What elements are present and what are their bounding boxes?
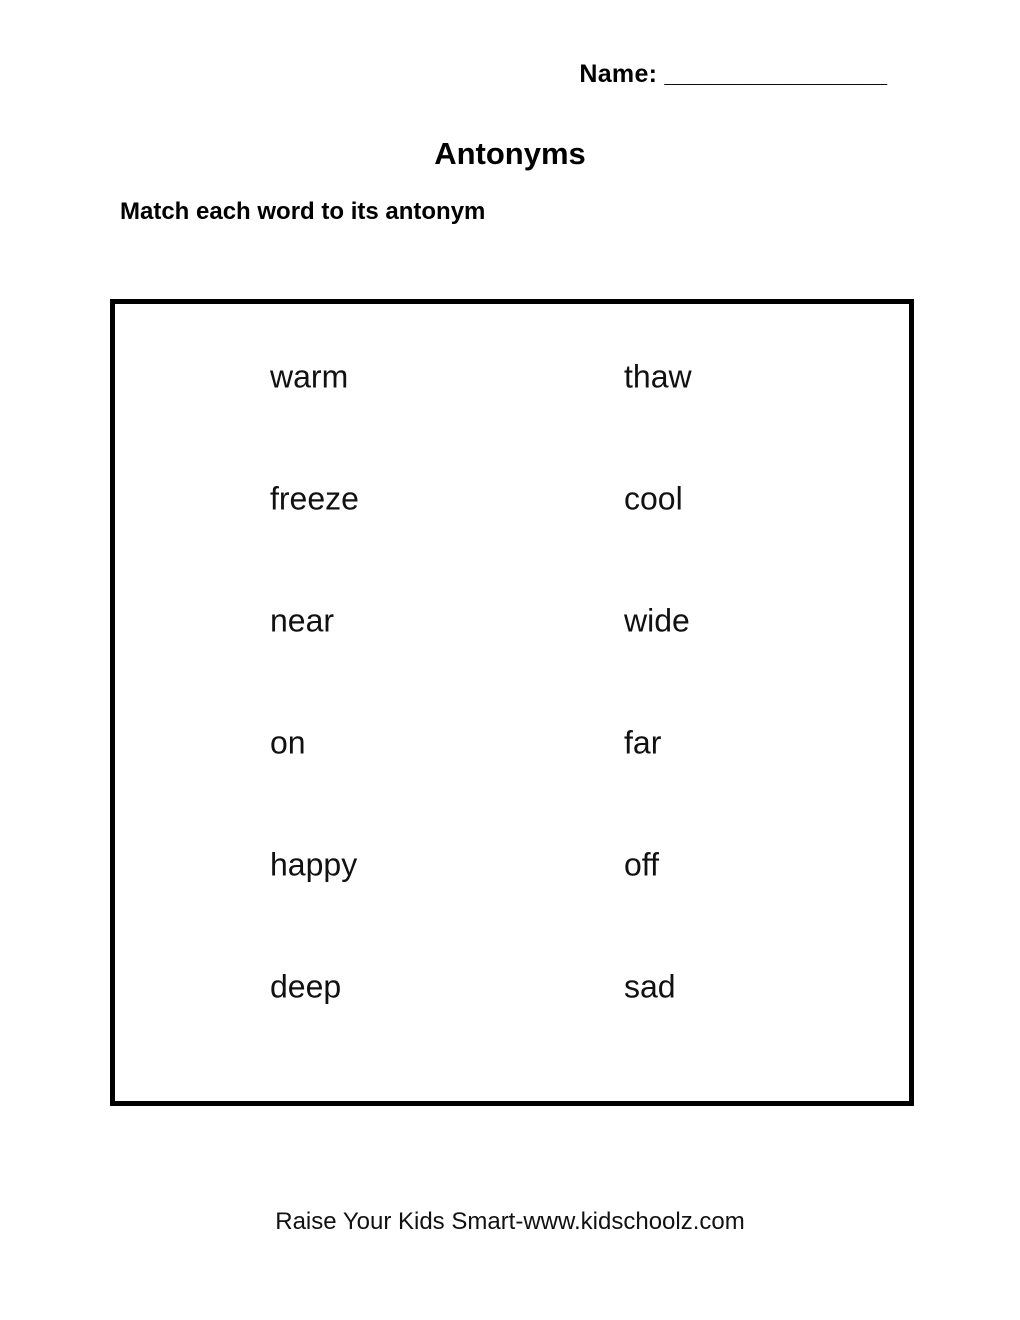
- word-left-happy[interactable]: happy: [270, 846, 358, 883]
- word-right-far[interactable]: far: [624, 724, 662, 761]
- word-row: [115, 316, 909, 438]
- word-left-near[interactable]: near: [270, 602, 335, 639]
- word-row: [115, 438, 909, 560]
- word-left-deep[interactable]: deep: [270, 968, 342, 1005]
- word-row: [115, 560, 909, 682]
- instruction-text: Match each word to its antonym: [120, 198, 486, 225]
- name-label: Name:: [579, 60, 658, 88]
- matching-box: [110, 299, 914, 1106]
- page-title: Antonyms: [434, 136, 586, 171]
- word-left-on[interactable]: on: [270, 724, 306, 761]
- word-left-freeze[interactable]: freeze: [270, 480, 359, 517]
- word-right-thaw[interactable]: thaw: [624, 358, 692, 395]
- word-right-off[interactable]: off: [624, 846, 659, 883]
- word-right-cool[interactable]: cool: [624, 480, 683, 517]
- word-row: [115, 926, 909, 1048]
- word-row: [115, 804, 909, 926]
- name-field-row: [579, 60, 887, 89]
- word-right-sad[interactable]: sad: [624, 968, 676, 1005]
- word-left-warm[interactable]: warm: [270, 358, 349, 395]
- name-blank-line[interactable]: ________________: [664, 60, 887, 88]
- footer-credit: Raise Your Kids Smart-www.kidschoolz.com: [275, 1208, 745, 1235]
- word-row: [115, 682, 909, 804]
- word-right-wide[interactable]: wide: [624, 602, 690, 639]
